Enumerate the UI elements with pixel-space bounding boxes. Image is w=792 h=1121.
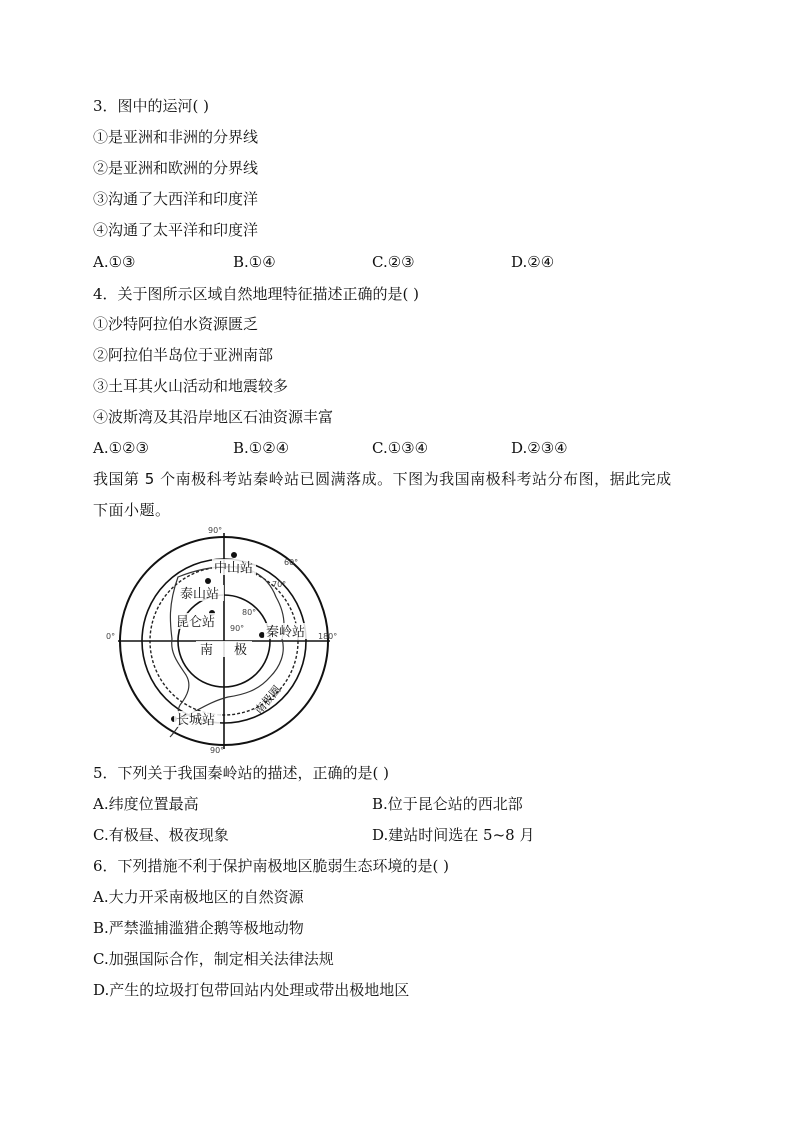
antarctic-circle-label: 南极圈 xyxy=(252,683,284,717)
q6-stem: 6．下列措施不利于保护南极地区脆弱生态环境的是( ) xyxy=(93,857,450,875)
antarctic-station-map xyxy=(108,525,340,755)
south-label: 南 xyxy=(200,643,214,658)
qinling-station-label: 秦岭站 xyxy=(266,625,306,640)
q5-option-a: A.纬度位置最高 xyxy=(93,795,199,813)
taishan-station-label: 泰山站 xyxy=(180,587,220,602)
lat-80-label: 80° xyxy=(242,608,257,617)
q3-item-3: ③沟通了大西洋和印度洋 xyxy=(93,190,259,208)
lon-right-label: 180° xyxy=(318,632,338,641)
q3-stem: 3．图中的运河( ) xyxy=(93,97,210,115)
lat-70-label: 70° xyxy=(272,580,287,589)
q3-option-b: B.①④ xyxy=(233,253,276,271)
q4-item-4: ④波斯湾及其沿岸地区石油资源丰富 xyxy=(93,408,334,426)
q3-item-1: ①是亚洲和非洲的分界线 xyxy=(93,128,259,146)
intro-line-1: 我国第 5 个南极科考站秦岭站已圆满落成。下图为我国南极科考站分布图，据此完成 xyxy=(93,470,672,488)
lon-bottom-label: 90° xyxy=(210,746,225,755)
kunlun-station-label: 昆仑站 xyxy=(176,615,216,630)
q5-option-d: D.建站时间选在 5~8 月 xyxy=(372,826,535,844)
q5-stem: 5．下列关于我国秦岭站的描述，正确的是( ) xyxy=(93,764,390,782)
q6-option-c: C.加强国际合作，制定相关法律法规 xyxy=(93,950,334,968)
q5-option-c: C.有极昼、极夜现象 xyxy=(93,826,229,844)
lat-90-label: 90° xyxy=(230,624,245,633)
taishan-station-dot xyxy=(205,578,211,584)
q3-item-4: ④沟通了太平洋和印度洋 xyxy=(93,221,259,239)
intro-line-2: 下面小题。 xyxy=(93,501,171,519)
q3-option-c: C.②③ xyxy=(372,253,415,271)
q4-item-3: ③土耳其火山活动和地震较多 xyxy=(93,377,289,395)
q6-option-b: B.严禁滥捕滥猎企鹅等极地动物 xyxy=(93,919,304,937)
q4-option-c: C.①③④ xyxy=(372,439,429,457)
q4-stem: 4．关于图所示区域自然地理特征描述正确的是( ) xyxy=(93,285,420,303)
lon-left-label: 0° xyxy=(106,632,116,641)
q4-option-d: D.②③④ xyxy=(511,439,568,457)
q3-option-d: D.②④ xyxy=(511,253,555,271)
q3-option-a: A.①③ xyxy=(93,253,136,271)
q5-option-b: B.位于昆仑站的西北部 xyxy=(372,795,523,813)
zhongshan-station-label: 中山站 xyxy=(214,561,254,576)
changcheng-station-label: 长城站 xyxy=(176,713,216,728)
q4-option-a: A.①②③ xyxy=(93,439,149,457)
q6-option-d: D.产生的垃圾打包带回站内处理或带出极地地区 xyxy=(93,981,410,999)
pole-label: 极 xyxy=(234,643,248,658)
q4-option-b: B.①②④ xyxy=(233,439,290,457)
q3-item-2: ②是亚洲和欧洲的分界线 xyxy=(93,159,259,177)
lon-top-label: 90° xyxy=(208,526,223,535)
q6-option-a: A.大力开采南极地区的自然资源 xyxy=(93,888,304,906)
lat-60-label: 60° xyxy=(284,558,299,567)
q4-item-2: ②阿拉伯半岛位于亚洲南部 xyxy=(93,346,274,364)
zhongshan-station-dot xyxy=(231,552,237,558)
q4-item-1: ①沙特阿拉伯水资源匮乏 xyxy=(93,315,259,333)
